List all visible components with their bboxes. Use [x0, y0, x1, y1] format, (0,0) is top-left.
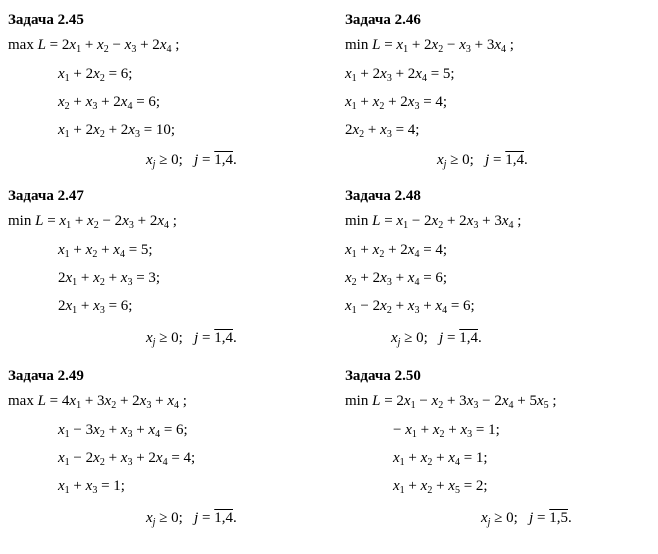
- objective-function: $\max L = 2x_1 + x_2 - x_3 + 2x_4$ ;: [8, 37, 180, 55]
- constraint-3: $2x_2 + x_3 = 4$;: [345, 122, 420, 140]
- constraint-2: $x_2 + 2x_3 + x_4 = 6$;: [345, 270, 448, 288]
- constraint-1: $x_1 + x_2 + x_4 = 5$;: [58, 242, 153, 260]
- constraint-1: $x_1 + x_2 + 2x_4 = 4$;: [345, 242, 448, 260]
- nonnegativity-condition: $x_j \ge 0$; j = 1,4.: [437, 152, 528, 170]
- constraint-2: $x_1 + x_2 + 2x_3 = 4$;: [345, 94, 448, 112]
- problem-title: Задача 2.49: [8, 368, 84, 384]
- nonnegativity-condition: $x_j \ge 0$; j = 1,4.: [146, 510, 237, 528]
- objective-function: $\min L = x_1 + x_2 - 2x_3 + 2x_4$ ;: [8, 213, 177, 231]
- nonnegativity-condition: $x_j \ge 0$; j = 1,4.: [391, 330, 482, 348]
- problem-title: Задача 2.50: [345, 368, 421, 384]
- constraint-2: $x_2 + x_3 + 2x_4 = 6$;: [58, 94, 161, 112]
- constraint-1: $x_1 - 3x_2 + x_3 + x_4 = 6$;: [58, 422, 188, 440]
- problem-title: Задача 2.45: [8, 12, 84, 28]
- constraint-3: $x_1 + 2x_2 + 2x_3 = 10$;: [58, 122, 176, 140]
- nonnegativity-condition: $x_j \ge 0$; j = 1,5.: [481, 510, 572, 528]
- constraint-1: $x_1 + 2x_2 = 6$;: [58, 66, 133, 84]
- constraint-3: $x_1 - 2x_2 + x_3 + x_4 = 6$;: [345, 298, 475, 316]
- objective-function: $\min L = x_1 + 2x_2 - x_3 + 3x_4$ ;: [345, 37, 514, 55]
- problem-title: Задача 2.47: [8, 188, 84, 204]
- constraint-1: − $x_1 + x_2 + x_3 = 1$;: [393, 422, 500, 440]
- nonnegativity-condition: $x_j \ge 0$; j = 1,4.: [146, 330, 237, 348]
- objective-function: $\min L = 2x_1 - x_2 + 3x_3 - 2x_4 + 5x_5$ ;: [345, 393, 557, 411]
- problem-title: Задача 2.46: [345, 12, 421, 28]
- constraint-3: $x_1 + x_3 = 1$;: [58, 478, 125, 496]
- constraint-2: $2x_1 + x_2 + x_3 = 3$;: [58, 270, 161, 288]
- constraint-3: $x_1 + x_2 + x_5 = 2$;: [393, 478, 488, 496]
- constraint-1: $x_1 + 2x_3 + 2x_4 = 5$;: [345, 66, 455, 84]
- problem-title: Задача 2.48: [345, 188, 421, 204]
- objective-function: $\min L = x_1 - 2x_2 + 2x_3 + 3x_4$ ;: [345, 213, 522, 231]
- objective-function: $\max L = 4x_1 + 3x_2 + 2x_3 + x_4$ ;: [8, 393, 187, 411]
- constraint-2: $x_1 - 2x_2 + x_3 + 2x_4 = 4$;: [58, 450, 196, 468]
- constraint-3: $2x_1 + x_3 = 6$;: [58, 298, 133, 316]
- constraint-2: $x_1 + x_2 + x_4 = 1$;: [393, 450, 488, 468]
- nonnegativity-condition: $x_j \ge 0$; j = 1,4.: [146, 152, 237, 170]
